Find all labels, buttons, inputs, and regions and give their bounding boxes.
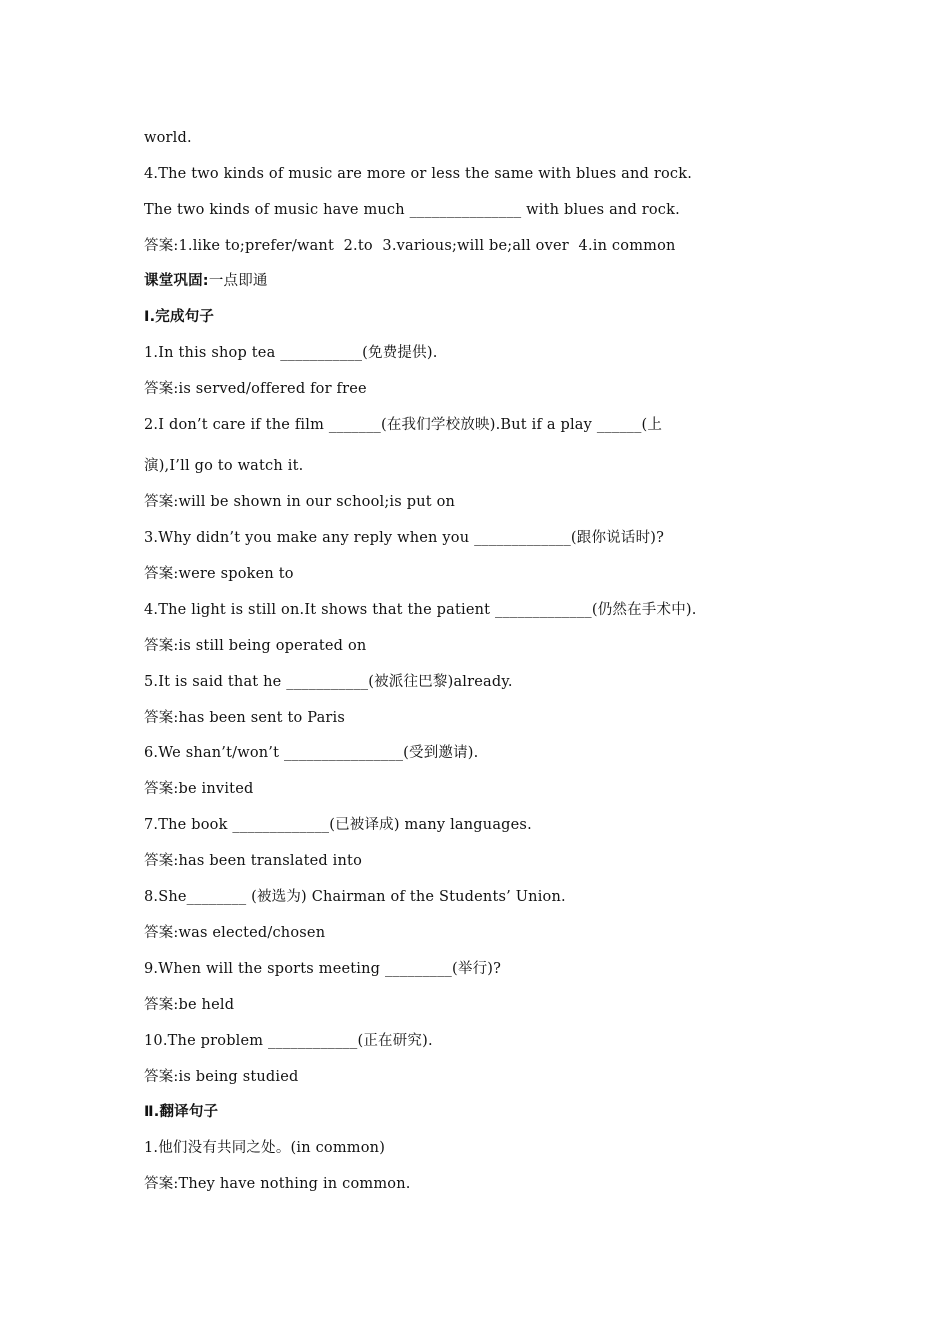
question-line: 10.The problem ____________(正在研究). — [144, 1033, 433, 1049]
part-heading: Ⅰ.完成句子 — [144, 309, 215, 325]
answer-line: 答案:was elected/chosen — [144, 925, 326, 941]
question-line: 演),I’ll go to watch it. — [144, 458, 304, 474]
part-heading: Ⅱ.翻译句子 — [144, 1104, 219, 1120]
text-line: world. — [144, 130, 192, 146]
question-line: The two kinds of music have much _______________ with blues and rock. — [144, 202, 680, 218]
answer-line: 答案:They have nothing in common. — [144, 1176, 411, 1192]
section-heading-rest: 一点即通 — [208, 273, 268, 289]
answer-line: 答案:is being studied — [144, 1069, 299, 1085]
question-line: 6.We shan’t/won’t ________________(受到邀请). — [144, 745, 479, 761]
answer-line: 答案:be held — [144, 997, 235, 1013]
question-line: 3.Why didn’t you make any reply when you _____________(跟你说话时)? — [144, 530, 665, 546]
question-line: 4.The two kinds of music are more or less the same with blues and rock. — [144, 166, 693, 182]
section-heading-bold: 课堂巩固: — [144, 273, 209, 289]
question-line: 1.In this shop tea ___________(免费提供). — [144, 345, 438, 361]
answer-line: 答案:is served/offered for free — [144, 381, 367, 397]
section-heading — [144, 271, 268, 291]
question-line: 7.The book _____________(已被译成) many languages. — [144, 817, 532, 833]
answer-line: 答案:be invited — [144, 781, 254, 797]
question-line: 9.When will the sports meeting _________(举行)? — [144, 961, 502, 977]
answer-line: 答案:1.like to;prefer/want 2.to 3.various;will be;all over 4.in common — [144, 238, 676, 254]
answer-line: 答案:is still being operated on — [144, 638, 367, 654]
question-line: 5.It is said that he ___________(被派往巴黎)already. — [144, 674, 513, 690]
question-line: 4.The light is still on.It shows that the patient _____________(仍然在手术中). — [144, 602, 697, 618]
question-line: 1.他们没有共同之处。(in common) — [144, 1140, 386, 1156]
answer-line: 答案:were spoken to — [144, 566, 294, 582]
question-line: 8.She________ (被选为) Chairman of the Students’ Union. — [144, 889, 566, 905]
answer-line: 答案:will be shown in our school;is put on — [144, 494, 456, 510]
question-line: 2.I don’t care if the film _______(在我们学校放映).But if a play ______(上 — [144, 417, 663, 433]
answer-line: 答案:has been sent to Paris — [144, 710, 346, 726]
answer-line: 答案:has been translated into — [144, 853, 363, 869]
